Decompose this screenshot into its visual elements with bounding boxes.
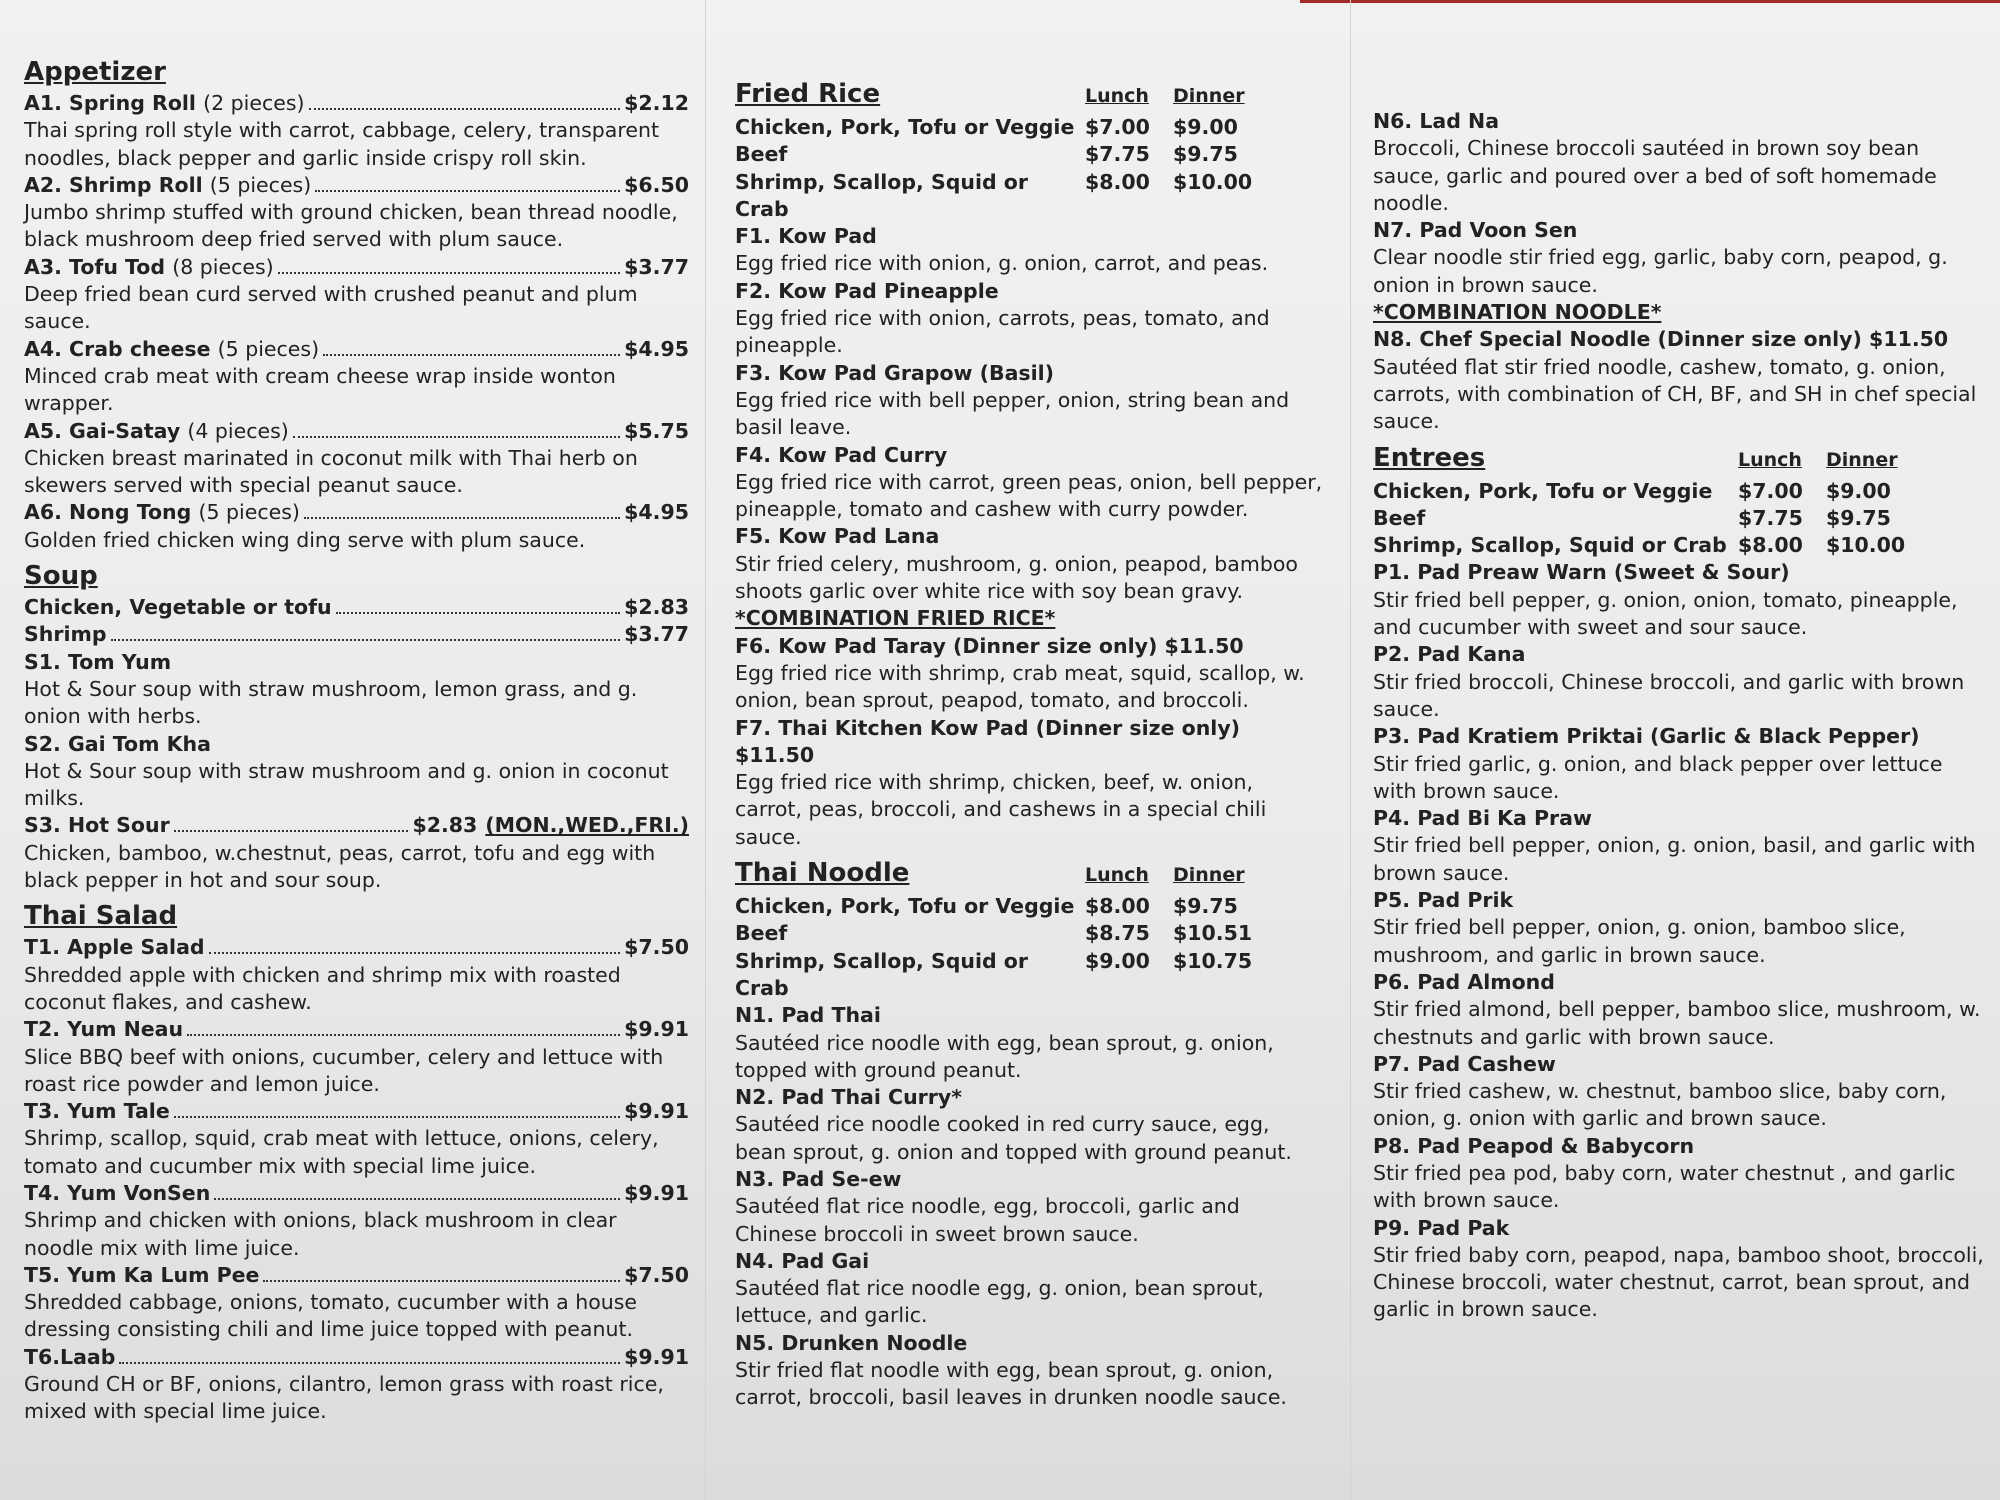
item-name: P4. Pad Bi Ka Praw — [1373, 806, 1592, 831]
item-name: N5. Drunken Noodle — [735, 1330, 968, 1355]
item-description: Thai spring roll style with carrot, cabbage, celery, transparent noodles, black pepper and garlic inside crispy roll skin. — [24, 118, 659, 170]
item-description: Slice BBQ beef with onions, cucumber, celery and lettuce with roast rice powder and lemon juice. — [24, 1044, 664, 1096]
item-description: Sautéed flat rice noodle, egg, broccoli, garlic and Chinese broccoli in sweet brown sauce. — [735, 1194, 1240, 1246]
item-description: Minced crab meat with cream cheese wrap inside wonton wrapper. — [24, 363, 616, 416]
menu-item-header — [24, 621, 689, 648]
tier-name: Shrimp, Scallop, Squid or Crab — [1373, 533, 1727, 558]
item-description: Shrimp, scallop, squid, crab meat with lettuce, onions, celery, tomato and cucumber mix with special lime juice. — [24, 1126, 659, 1178]
dot-leader — [278, 272, 620, 274]
menu-item — [735, 1330, 1325, 1412]
thai-noodle-price-tiers — [735, 893, 1325, 1002]
dot-leader — [323, 354, 620, 356]
combination-fried-rice-title: *COMBINATION FRIED RICE* — [735, 606, 1056, 631]
item-price: $3.77 — [624, 622, 689, 647]
tier-dinner-price: $10.75 — [1173, 948, 1253, 973]
tier-lunch-price: $7.00 — [1085, 115, 1150, 139]
price-tier-row — [735, 893, 1325, 920]
section-header-entrees — [1373, 440, 1988, 478]
menu-item-header — [24, 254, 689, 281]
item-description: Stir fried baby corn, peapod, napa, bamboo shoot, broccoli, Chinese broccoli, water chestnut, carrot, bean sprout, and garlic in brown sauce. — [1373, 1242, 1984, 1322]
entrees-price-tiers — [1373, 478, 1988, 560]
section-title-fried-rice: Fried Rice — [735, 79, 881, 109]
item-description: Stir fried almond, bell pepper, bamboo slice, mushroom, w. chestnuts and garlic with brown sauce. — [1373, 997, 1981, 1049]
menu-item-header — [24, 418, 689, 445]
item-name — [24, 90, 305, 117]
section-title-appetizer: Appetizer — [24, 57, 166, 87]
tier-name: Chicken, Pork, Tofu or Veggie — [735, 894, 1075, 919]
menu-column-3 — [1373, 108, 1988, 1324]
menu-item — [735, 1248, 1325, 1330]
lunch-label: Lunch — [1738, 448, 1802, 471]
tier-lunch-price: $8.75 — [1085, 921, 1150, 946]
item-price: $4.95 — [624, 500, 689, 525]
item-name: N4. Pad Gai — [735, 1248, 870, 1273]
dot-leader — [309, 108, 621, 110]
item-description: Shrimp and chicken with onions, black mushroom in clear noodle mix with lime juice. — [24, 1208, 617, 1260]
menu-item-header — [24, 90, 689, 117]
menu-item — [735, 223, 1325, 278]
tier-lunch-price: $7.75 — [1085, 142, 1150, 167]
item-quantity: (5 pieces) — [217, 336, 320, 361]
price-tier-row — [735, 141, 1325, 168]
item-description: Stir fried flat noodle with egg, bean sprout, g. onion, carrot, broccoli, basil leaves in drunken noodle sauce. — [735, 1358, 1287, 1410]
dot-leader — [263, 1280, 620, 1282]
item-name: P7. Pad Cashew — [1373, 1051, 1556, 1076]
tier-name: Beef — [1373, 505, 1426, 530]
price-tier-row — [735, 114, 1325, 141]
item-price: $3.77 — [624, 254, 689, 279]
item-name-text: Shrimp — [24, 622, 107, 647]
item-description: Jumbo shrimp stuffed with ground chicken, bean thread noodle, black mushroom deep fried served with plum sauce. — [24, 200, 678, 252]
section-title-thai-salad: Thai Salad — [24, 901, 178, 932]
item-name: N6. Lad Na — [1373, 109, 1500, 133]
item-name: P2. Pad Kana — [1373, 642, 1526, 667]
menu-column-2 — [735, 72, 1325, 1412]
item-description: Shredded apple with chicken and shrimp mix with roasted coconut flakes, and cashew. — [24, 962, 621, 1014]
menu-item — [735, 442, 1325, 524]
price-tier-row — [735, 920, 1325, 947]
item-description: Golden fried chicken wing ding serve with plum sauce. — [24, 527, 586, 552]
item-description: Broccoli, Chinese broccoli sautéed in brown soy bean sauce, garlic and poured over a bed of soft homemade noodle. — [1373, 136, 1937, 215]
item-name — [24, 1180, 210, 1207]
thai-noodle-combo-list — [1373, 326, 1988, 435]
item-price: $7.50 — [624, 935, 689, 960]
item-description: Stir fried bell pepper, onion, g. onion, basil, and garlic with brown sauce. — [1373, 833, 1976, 885]
item-description: Egg fried rice with onion, g. onion, carrot, and peas. — [735, 251, 1269, 276]
thai-noodle-list — [735, 1002, 1325, 1411]
item-name — [24, 934, 205, 961]
menu-item — [1373, 326, 1988, 435]
item-description: Clear noodle stir fried egg, garlic, baby corn, peapod, g. onion in brown sauce. — [1373, 245, 1948, 297]
price-tier-row — [735, 169, 1325, 224]
item-name-text: T6.Laab — [24, 1344, 116, 1369]
item-description: Stir fried broccoli, Chinese broccoli, and garlic with brown sauce. — [1373, 669, 1965, 721]
item-name: F6. Kow Pad Taray (Dinner size only) $11.50 — [735, 633, 1244, 658]
item-price: $9.91 — [624, 1180, 689, 1205]
item-price: $9.91 — [624, 1344, 689, 1369]
tier-dinner-price: $10.51 — [1173, 921, 1253, 946]
dinner-label: Dinner — [1826, 448, 1898, 471]
item-price: $2.83 — [412, 813, 478, 838]
section-header-fried-rice — [735, 76, 1325, 114]
menu-item-header — [24, 1180, 689, 1207]
entrees-list — [1373, 559, 1988, 1323]
dot-leader — [209, 952, 621, 954]
section-title-thai-noodle: Thai Noodle — [735, 858, 910, 889]
item-name: P8. Pad Peapod & Babycorn — [1373, 1133, 1695, 1158]
menu-item — [1373, 723, 1988, 805]
menu-item — [24, 254, 689, 336]
dinner-label: Dinner — [1173, 864, 1245, 887]
tier-lunch-price: $9.00 — [1085, 948, 1150, 973]
menu-item — [24, 499, 689, 554]
menu-item — [735, 1166, 1325, 1248]
item-quantity: (4 pieces) — [187, 418, 289, 443]
item-name: P1. Pad Preaw Warn (Sweet & Sour) — [1373, 560, 1790, 585]
item-name: F7. Thai Kitchen Kow Pad (Dinner size only) $11.50 — [735, 715, 1241, 767]
tier-lunch-price: $8.00 — [1085, 894, 1150, 919]
item-description: Stir fried garlic, g. onion, and black pepper over lettuce with brown sauce. — [1373, 751, 1943, 803]
item-availability: (MON.,WED.,FRI.) — [485, 813, 689, 838]
item-description: Deep fried bean curd served with crushed peanut and plum sauce. — [24, 282, 638, 334]
item-name-text: T4. Yum VonSen — [24, 1180, 211, 1205]
tier-dinner-price: $9.75 — [1173, 142, 1238, 167]
item-name: F2. Kow Pad Pineapple — [735, 278, 999, 303]
item-name: N8. Chef Special Noodle (Dinner size only) $11.50 — [1373, 327, 1949, 352]
item-price: $2.83 — [624, 595, 689, 620]
item-description: Sautéed flat rice noodle egg, g. onion, bean sprout, lettuce, and garlic. — [735, 1276, 1264, 1328]
item-name: S2. Gai Tom Kha — [24, 731, 211, 756]
menu-item — [24, 90, 689, 172]
item-description: Stir fried celery, mushroom, g. onion, peapod, bamboo shoots garlic over white rice with soy bean gravy. — [735, 551, 1298, 604]
item-description: Stir fried pea pod, baby corn, water chestnut , and garlic with brown sauce. — [1373, 1160, 1956, 1213]
item-price: $7.50 — [624, 1262, 689, 1287]
item-description: Sautéed rice noodle with egg, bean sprout, g. onion, topped with ground peanut. — [735, 1030, 1274, 1082]
item-price: $4.95 — [624, 336, 689, 361]
tier-name: Beef — [735, 142, 788, 167]
menu-item — [1373, 217, 1988, 299]
item-name — [24, 499, 300, 526]
item-price: $6.50 — [624, 172, 689, 197]
dot-leader — [187, 1034, 620, 1036]
dot-leader — [336, 612, 621, 614]
menu-item-header — [24, 812, 689, 839]
menu-item — [735, 360, 1325, 442]
dinner-label: Dinner — [1173, 85, 1245, 107]
item-name-text: Chicken, Vegetable or tofu — [24, 595, 332, 620]
item-name — [24, 621, 107, 648]
tier-lunch-price: $8.00 — [1085, 169, 1150, 194]
item-description: Egg fried rice with bell pepper, onion, string bean and basil leave. — [735, 387, 1290, 440]
menu-item — [24, 934, 689, 1016]
item-name: P9. Pad Pak — [1373, 1215, 1510, 1240]
menu-item — [24, 1180, 689, 1262]
item-name: F4. Kow Pad Curry — [735, 442, 948, 467]
item-name — [24, 1016, 183, 1043]
item-quantity: (5 pieces) — [198, 500, 300, 525]
lunch-label: Lunch — [1085, 864, 1149, 887]
thai-noodle-list-continued — [1373, 108, 1988, 299]
item-description: Egg fried rice with shrimp, crab meat, squid, scallop, w. onion, bean sprout, peapod, tomato, and broccoli. — [735, 660, 1305, 713]
fried-rice-price-tiers — [735, 114, 1325, 223]
fried-rice-list — [735, 223, 1325, 605]
item-name: P5. Pad Prik — [1373, 888, 1514, 913]
menu-item — [735, 715, 1325, 851]
tier-name: Shrimp, Scallop, Squid or Crab — [735, 948, 1029, 1000]
menu-item — [24, 1098, 689, 1180]
menu-item-header — [24, 934, 689, 961]
menu-item — [1373, 1133, 1988, 1215]
menu-item — [24, 1016, 689, 1098]
item-name: N2. Pad Thai Curry* — [735, 1085, 962, 1110]
tier-dinner-price: $9.75 — [1826, 505, 1891, 530]
item-name-text: T5. Yum Ka Lum Pee — [24, 1262, 260, 1287]
menu-item-header — [24, 594, 689, 621]
item-name-text: A5. Gai-Satay — [24, 418, 181, 443]
tier-name: Shrimp, Scallop, Squid or Crab — [735, 169, 1029, 221]
dot-leader — [174, 830, 409, 832]
item-description: Sautéed rice noodle cooked in red curry sauce, egg, bean sprout, g. onion and topped with ground peanut. — [735, 1112, 1292, 1164]
item-description: Egg fried rice with shrimp, chicken, beef, w. onion, carrot, peas, broccoli, and cashews in a special chili sauce. — [735, 770, 1267, 849]
item-description: Stir fried cashew, w. chestnut, bamboo slice, baby corn, onion, g. onion with garlic and brown sauce. — [1373, 1079, 1947, 1131]
tier-lunch-price: $7.00 — [1738, 478, 1803, 503]
menu-item — [24, 1262, 689, 1344]
item-name-text: T2. Yum Neau — [24, 1017, 184, 1042]
item-name: F5. Kow Pad Lana — [735, 524, 940, 549]
dot-leader — [315, 190, 620, 192]
menu-item — [24, 1344, 689, 1426]
price-tier-row — [1373, 532, 1988, 559]
menu-item-header — [24, 336, 689, 363]
menu-item — [24, 812, 689, 894]
menu-item — [735, 278, 1325, 360]
item-name — [24, 418, 289, 445]
item-name: P6. Pad Almond — [1373, 969, 1555, 994]
item-description: Egg fried rice with carrot, green peas, onion, bell pepper, pineapple, tomato and cashew with curry powder. — [735, 469, 1323, 522]
item-name: P3. Pad Kratiem Priktai (Garlic & Black Pepper) — [1373, 724, 1920, 749]
item-description: Shredded cabbage, onions, tomato, cucumber with a house dressing consisting chili and lime juice topped with peanut. — [24, 1290, 638, 1342]
menu-item — [1373, 108, 1988, 217]
menu-item — [735, 1002, 1325, 1084]
price-tier-row — [735, 948, 1325, 1003]
item-description: Hot & Sour soup with straw mushroom, lemon grass, and g. onion with herbs. — [24, 676, 638, 729]
soup-base-prices — [24, 594, 689, 649]
menu-item-header — [24, 1098, 689, 1125]
menu-item-header — [24, 1262, 689, 1289]
item-name-text: A3. Tofu Tod — [24, 254, 166, 279]
item-name-text: T3. Yum Tale — [24, 1099, 170, 1124]
fried-rice-combo-list — [735, 633, 1325, 851]
menu-item — [1373, 1215, 1988, 1324]
section-title-soup: Soup — [24, 561, 98, 592]
price-tier-row — [1373, 505, 1988, 532]
item-description: Chicken, bamboo, w.chestnut, peas, carrot, tofu and egg with black pepper in hot and sour soup. — [24, 840, 656, 893]
item-name-text: A1. Spring Roll — [24, 91, 196, 115]
item-name-text: A4. Crab cheese — [24, 336, 211, 361]
item-name: S1. Tom Yum — [24, 649, 172, 674]
menu-column-1 — [24, 50, 689, 1426]
section-title-entrees: Entrees — [1373, 442, 1486, 473]
item-name-text: A2. Shrimp Roll — [24, 172, 203, 197]
item-description: Chicken breast marinated in coconut milk with Thai herb on skewers served with special peanut sauce. — [24, 445, 638, 498]
item-price: $9.91 — [624, 1017, 689, 1042]
dot-leader — [214, 1198, 620, 1200]
item-name: F1. Kow Pad — [735, 224, 877, 249]
menu-item — [735, 633, 1325, 715]
tier-name: Beef — [735, 921, 788, 946]
item-name: F3. Kow Pad Grapow (Basil) — [735, 360, 1055, 385]
item-quantity: (2 pieces) — [203, 91, 305, 115]
dot-leader — [293, 436, 620, 438]
item-description: Stir fried bell pepper, onion, g. onion, bamboo slice, mushroom, and garlic in brown sauce. — [1373, 915, 1906, 967]
menu-item-header — [24, 172, 689, 199]
tier-name: Chicken, Pork, Tofu or Veggie — [735, 115, 1075, 139]
menu-item — [24, 621, 689, 648]
item-price: $9.91 — [624, 1099, 689, 1124]
menu-item — [24, 172, 689, 254]
item-name-text: A6. Nong Tong — [24, 500, 192, 525]
item-name: N1. Pad Thai — [735, 1003, 881, 1028]
tier-dinner-price: $10.00 — [1826, 533, 1906, 558]
menu-item-header — [24, 1344, 689, 1371]
tier-dinner-price: $9.75 — [1173, 894, 1238, 919]
dot-leader — [304, 517, 620, 519]
dot-leader — [174, 1116, 620, 1118]
menu-item — [735, 1084, 1325, 1166]
item-name-text: T1. Apple Salad — [24, 935, 205, 960]
item-name: S3. Hot Sour — [24, 813, 170, 838]
item-description: Sautéed flat stir fried noodle, cashew, tomato, g. onion, carrots, with combination of CH, BF, and SH in chef special sauce. — [1373, 354, 1977, 434]
menu-item — [1373, 559, 1988, 641]
item-description: Stir fried bell pepper, g. onion, onion, tomato, pineapple, and cucumber with sweet and sour sauce. — [1373, 587, 1958, 640]
menu-item — [1373, 887, 1988, 969]
item-name — [24, 254, 274, 281]
item-name — [24, 172, 311, 199]
item-description: Hot & Sour soup with straw mushroom and g. onion in coconut milks. — [24, 758, 669, 811]
item-price: $2.12 — [624, 91, 689, 115]
menu-item-header — [24, 1016, 689, 1043]
item-quantity: (5 pieces) — [209, 172, 312, 197]
tier-lunch-price: $7.75 — [1738, 505, 1803, 530]
lunch-label: Lunch — [1085, 85, 1149, 107]
menu-item — [24, 649, 689, 731]
item-name: N3. Pad Se-ew — [735, 1166, 902, 1191]
menu-item — [1373, 641, 1988, 723]
item-quantity: (8 pieces) — [172, 254, 274, 279]
menu-item — [24, 418, 689, 500]
menu-item — [1373, 1051, 1988, 1133]
appetizer-list — [24, 90, 689, 554]
menu-item — [24, 336, 689, 418]
tier-dinner-price: $9.00 — [1826, 478, 1891, 503]
section-header-thai-noodle — [735, 855, 1325, 893]
dot-leader — [111, 639, 621, 641]
menu-item-header — [24, 499, 689, 526]
tier-dinner-price: $10.00 — [1173, 169, 1253, 194]
item-name: N7. Pad Voon Sen — [1373, 218, 1578, 243]
menu-item — [24, 731, 689, 813]
item-description: Egg fried rice with onion, carrots, peas, tomato, and pineapple. — [735, 306, 1270, 358]
dot-leader — [119, 1362, 620, 1364]
combination-noodle-title: *COMBINATION NOODLE* — [1373, 300, 1662, 325]
item-name — [24, 1098, 170, 1125]
salad-list — [24, 934, 689, 1425]
price-tier-row — [1373, 478, 1988, 505]
item-price: $5.75 — [624, 418, 689, 443]
menu-item — [1373, 805, 1988, 887]
item-name — [24, 1344, 115, 1371]
tier-name: Chicken, Pork, Tofu or Veggie — [1373, 478, 1713, 503]
menu-item — [735, 523, 1325, 605]
item-description: Ground CH or BF, onions, cilantro, lemon grass with roast rice, mixed with special lime juice. — [24, 1372, 664, 1424]
item-name — [24, 1262, 259, 1289]
tier-lunch-price: $8.00 — [1738, 533, 1803, 558]
soup-list — [24, 649, 689, 813]
menu-item — [1373, 969, 1988, 1051]
item-name — [24, 594, 332, 621]
menu-item — [24, 594, 689, 621]
item-name — [24, 336, 319, 363]
tier-dinner-price: $9.00 — [1173, 115, 1238, 139]
